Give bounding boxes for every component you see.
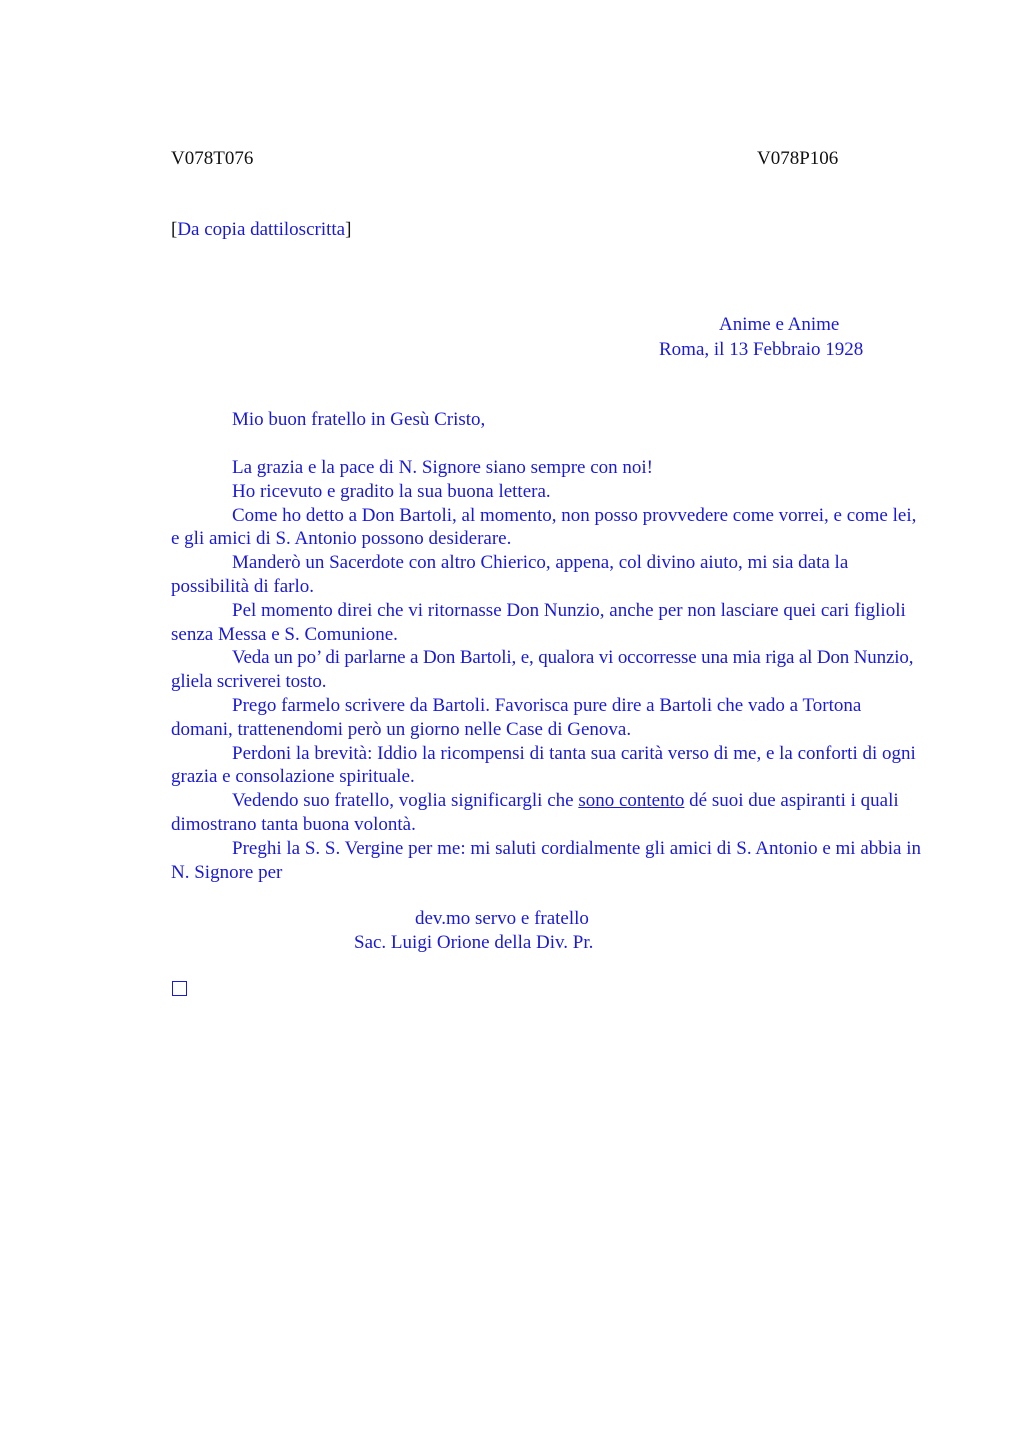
letter-dateline: Roma, il 13 Febbraio 1928: [659, 339, 864, 360]
letter-paragraph: Veda un po’ di parlarne a Don Bartoli, e, qualora vi occorresse una mia riga al Don Nunzio, gliela scriverei tosto.: [171, 647, 914, 693]
letter-salutation: Mio buon fratello in Gesù Cristo,: [232, 409, 486, 430]
source-note-text: Da copia dattiloscritta: [177, 219, 346, 240]
letter-paragraph: Perdoni la brevità: Iddio la ricompensi di tanta sua carità verso di me, e la conforti di ogni grazia e consolazione spirituale.: [171, 742, 916, 788]
letter-signature: Sac. Luigi Orione della Div. Pr.: [354, 932, 594, 953]
letter-paragraph: La grazia e la pace di N. Signore siano sempre con noi!: [232, 457, 654, 478]
paragraph-text-after: dé suoi due aspiranti i quali dimostrano tanta buona volontà.: [171, 790, 899, 835]
paragraph-text-before: Vedendo suo fratello, voglia significargli che: [232, 790, 579, 812]
letter-closing: dev.mo servo e fratello: [415, 908, 589, 929]
source-note-open-bracket: [: [171, 219, 178, 240]
letter-paragraph-underline: [171, 789, 923, 837]
letter-paragraph: Come ho detto a Don Bartoli, al momento, non posso provvedere come vorrei, e come lei, e gli amici di S. Antonio possono desiderare.: [171, 504, 917, 550]
letter-body: [171, 456, 923, 884]
letter-paragraph: Pel momento direi che vi ritornasse Don Nunzio, anche per non lasciare quei cari figlioli senza Messa e S. Comunione.: [171, 599, 906, 645]
letter-final-paragraph: Preghi la S. S. Vergine per me: mi saluti cordialmente gli amici di S. Antonio e mi abbia in N. Signore per: [171, 837, 922, 883]
document-ref-right: V078P106: [757, 148, 839, 169]
source-note: [171, 218, 351, 242]
document-ref-left: V078T076: [171, 148, 254, 169]
letter-paragraph: Manderò un Sacerdote con altro Chierico, appena, col divino aiuto, mi sia data la possibilità di farlo.: [171, 552, 849, 597]
underlined-phrase: sono contento: [578, 790, 685, 812]
end-square-icon: [172, 981, 187, 996]
letter-heading: Anime e Anime: [719, 314, 840, 335]
letter-paragraph: Prego farmelo scrivere da Bartoli. Favorisca pure dire a Bartoli che vado a Tortona domani, trattenendomi però un giorno nelle Case di Genova.: [171, 694, 862, 740]
letter-paragraph: Ho ricevuto e gradito la sua buona lettera.: [232, 480, 551, 502]
source-note-close-bracket: ]: [345, 219, 352, 240]
